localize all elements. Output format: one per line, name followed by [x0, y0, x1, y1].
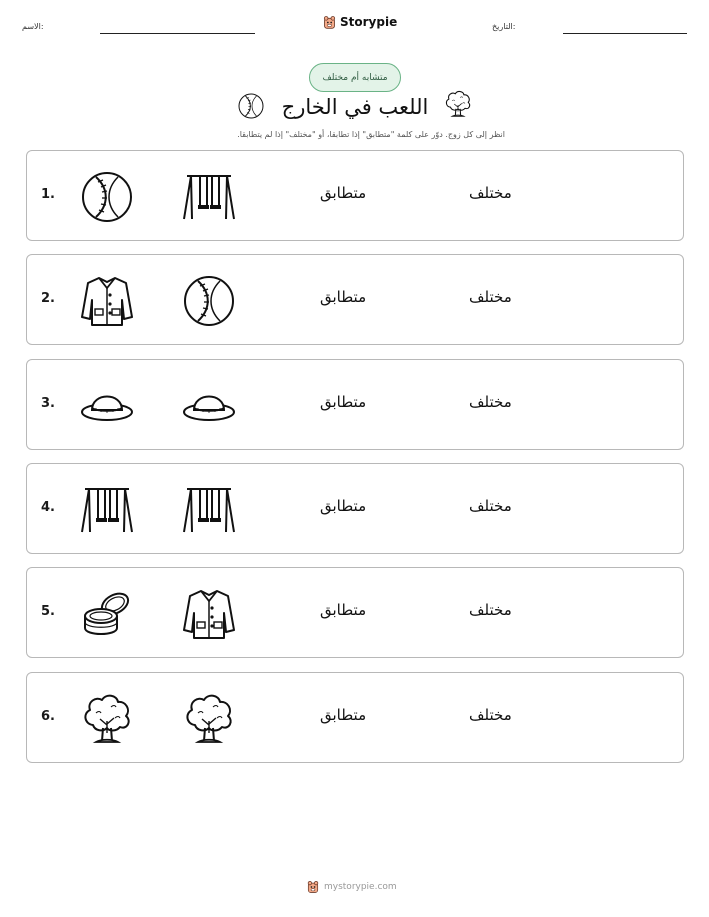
swing-icon	[181, 482, 237, 538]
row-number: 3.	[41, 395, 55, 411]
exercise-row	[26, 359, 684, 450]
same-option[interactable]: متطابق	[320, 288, 367, 307]
storypie-mascot-icon	[322, 15, 337, 30]
row-number: 5.	[41, 604, 55, 620]
worksheet-title: اللعب في الخارج	[281, 95, 429, 119]
row-number: 4.	[41, 499, 55, 515]
same-option[interactable]: متطابق	[320, 601, 367, 620]
row-number: 2.	[41, 291, 55, 307]
different-option[interactable]: مختلف	[469, 601, 512, 620]
tree-icon	[181, 691, 237, 747]
ball-icon	[79, 169, 135, 225]
date-line[interactable]	[563, 33, 687, 34]
storypie-mascot-icon	[306, 880, 320, 894]
tree-icon	[443, 89, 473, 119]
coat-icon	[79, 273, 135, 329]
swing-icon	[181, 169, 237, 225]
brand-name: Storypie	[340, 15, 398, 29]
row-number: 6.	[41, 708, 55, 724]
exercise-row	[26, 254, 684, 345]
sunscreen-jar-icon	[79, 586, 135, 642]
same-option[interactable]: متطابق	[320, 705, 367, 724]
different-option[interactable]: مختلف	[469, 392, 512, 411]
tree-icon	[79, 691, 135, 747]
same-option[interactable]: متطابق	[320, 496, 367, 515]
coat-icon	[181, 586, 237, 642]
hat-icon	[181, 378, 237, 434]
footer-url[interactable]: mystorypie.com	[324, 882, 397, 892]
row-number: 1.	[41, 187, 55, 202]
different-option[interactable]: مختلف	[469, 705, 512, 724]
exercise-row	[26, 672, 684, 763]
exercise-row	[26, 463, 684, 554]
date-label: التاريخ:	[492, 22, 516, 31]
exercise-row	[26, 567, 684, 658]
ball-icon	[181, 273, 237, 329]
same-option[interactable]: متطابق	[320, 184, 367, 202]
name-line[interactable]	[100, 33, 255, 34]
same-option[interactable]: متطابق	[320, 392, 367, 411]
swing-icon	[79, 482, 135, 538]
instructions: انظر إلى كل زوج. دوّر على كلمة "متطابق" إذا تطابقا، أو "مختلف" إذا لم يتطابقا.	[237, 130, 505, 139]
topic-badge: متشابه أم مختلف	[309, 63, 401, 92]
brand-logo	[322, 13, 397, 31]
hat-icon	[79, 378, 135, 434]
name-label: الاسم:	[22, 22, 44, 31]
different-option[interactable]: مختلف	[469, 288, 512, 307]
different-option[interactable]: مختلف	[469, 496, 512, 515]
footer	[306, 880, 397, 894]
exercise-row	[26, 150, 684, 241]
different-option[interactable]: مختلف	[469, 184, 512, 202]
ball-icon	[237, 92, 265, 120]
